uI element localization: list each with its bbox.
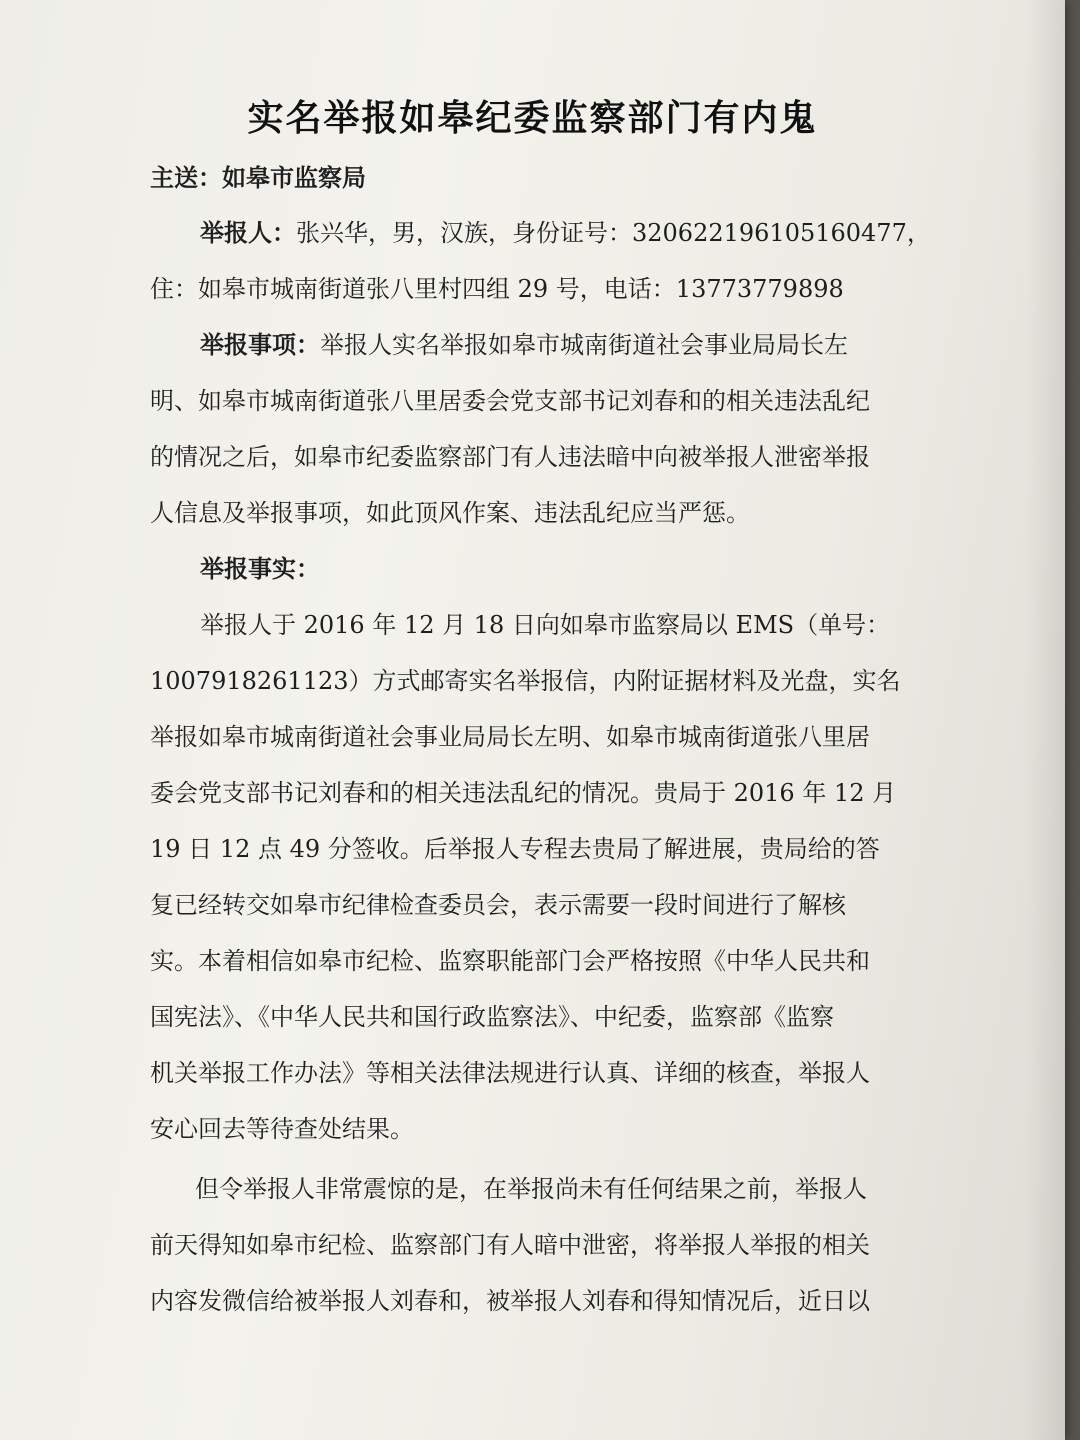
facts-line: 实。本着相信如皋市纪检、监察职能部门会严格按照《中华人民共和 [150, 947, 870, 975]
facts-line: 内容发微信给被举报人刘春和，被举报人刘春和得知情况后，近日以 [150, 1287, 870, 1315]
facts-line: 1007918261123）方式邮寄实名举报信，内附证据材料及光盘，实名 [150, 667, 901, 695]
facts-line: 但令举报人非常震惊的是，在举报尚未有任何结果之前，举报人 [195, 1175, 867, 1203]
matter-label: 举报事项： [200, 330, 320, 359]
matter-line: 人信息及举报事项，如此顶风作案、违法乱纪应当严惩。 [150, 499, 750, 527]
facts-line: 举报如皋市城南街道社会事业局局长左明、如皋市城南街道张八里居 [150, 723, 870, 751]
facts-line: 安心回去等待查处结果。 [150, 1115, 414, 1143]
reporter-line-1 [200, 218, 1080, 247]
matter-line: 明、如皋市城南街道张八里居委会党支部书记刘春和的相关违法乱纪 [150, 387, 870, 415]
facts-heading: 举报事实： [200, 554, 320, 583]
facts-line: 前天得知如皋市纪检、监察部门有人暗中泄密，将举报人举报的相关 [150, 1231, 870, 1259]
reporter-label: 举报人： [200, 218, 296, 247]
matter-line-1 [200, 330, 1080, 359]
document-title: 实名举报如皋纪委监察部门有内鬼 [247, 97, 818, 139]
reporter-line-2: 住：如皋市城南街道张八里村四组 29 号，电话：13773779898 [150, 275, 844, 303]
recipient-line [150, 163, 1080, 192]
facts-line: 国宪法》、《中华人民共和国行政监察法》、中纪委，监察部《监察 [150, 1003, 834, 1031]
facts-line: 19 日 12 点 49 分签收。后举报人专程去贵局了解进展，贵局给的答 [150, 835, 880, 863]
matter-line: 的情况之后，如皋市纪委监察部门有人违法暗中向被举报人泄密举报 [150, 443, 870, 471]
matter-text: 举报人实名举报如皋市城南街道社会事业局局长左 [320, 331, 848, 359]
recipient-value: 如皋市监察局 [222, 163, 366, 192]
facts-line: 复已经转交如皋市纪律检查委员会，表示需要一段时间进行了解核 [150, 891, 846, 919]
recipient-label: 主送： [150, 163, 222, 192]
reporter-info: 张兴华，男，汉族，身份证号：320622196105160477， [296, 219, 931, 247]
facts-line: 委会党支部书记刘春和的相关违法乱纪的情况。贵局于 2016 年 12 月 [150, 779, 897, 807]
facts-line: 举报人于 2016 年 12 月 18 日向如皋市监察局以 EMS（单号： [200, 611, 891, 639]
facts-line: 机关举报工作办法》等相关法律法规进行认真、详细的核查，举报人 [150, 1059, 870, 1087]
